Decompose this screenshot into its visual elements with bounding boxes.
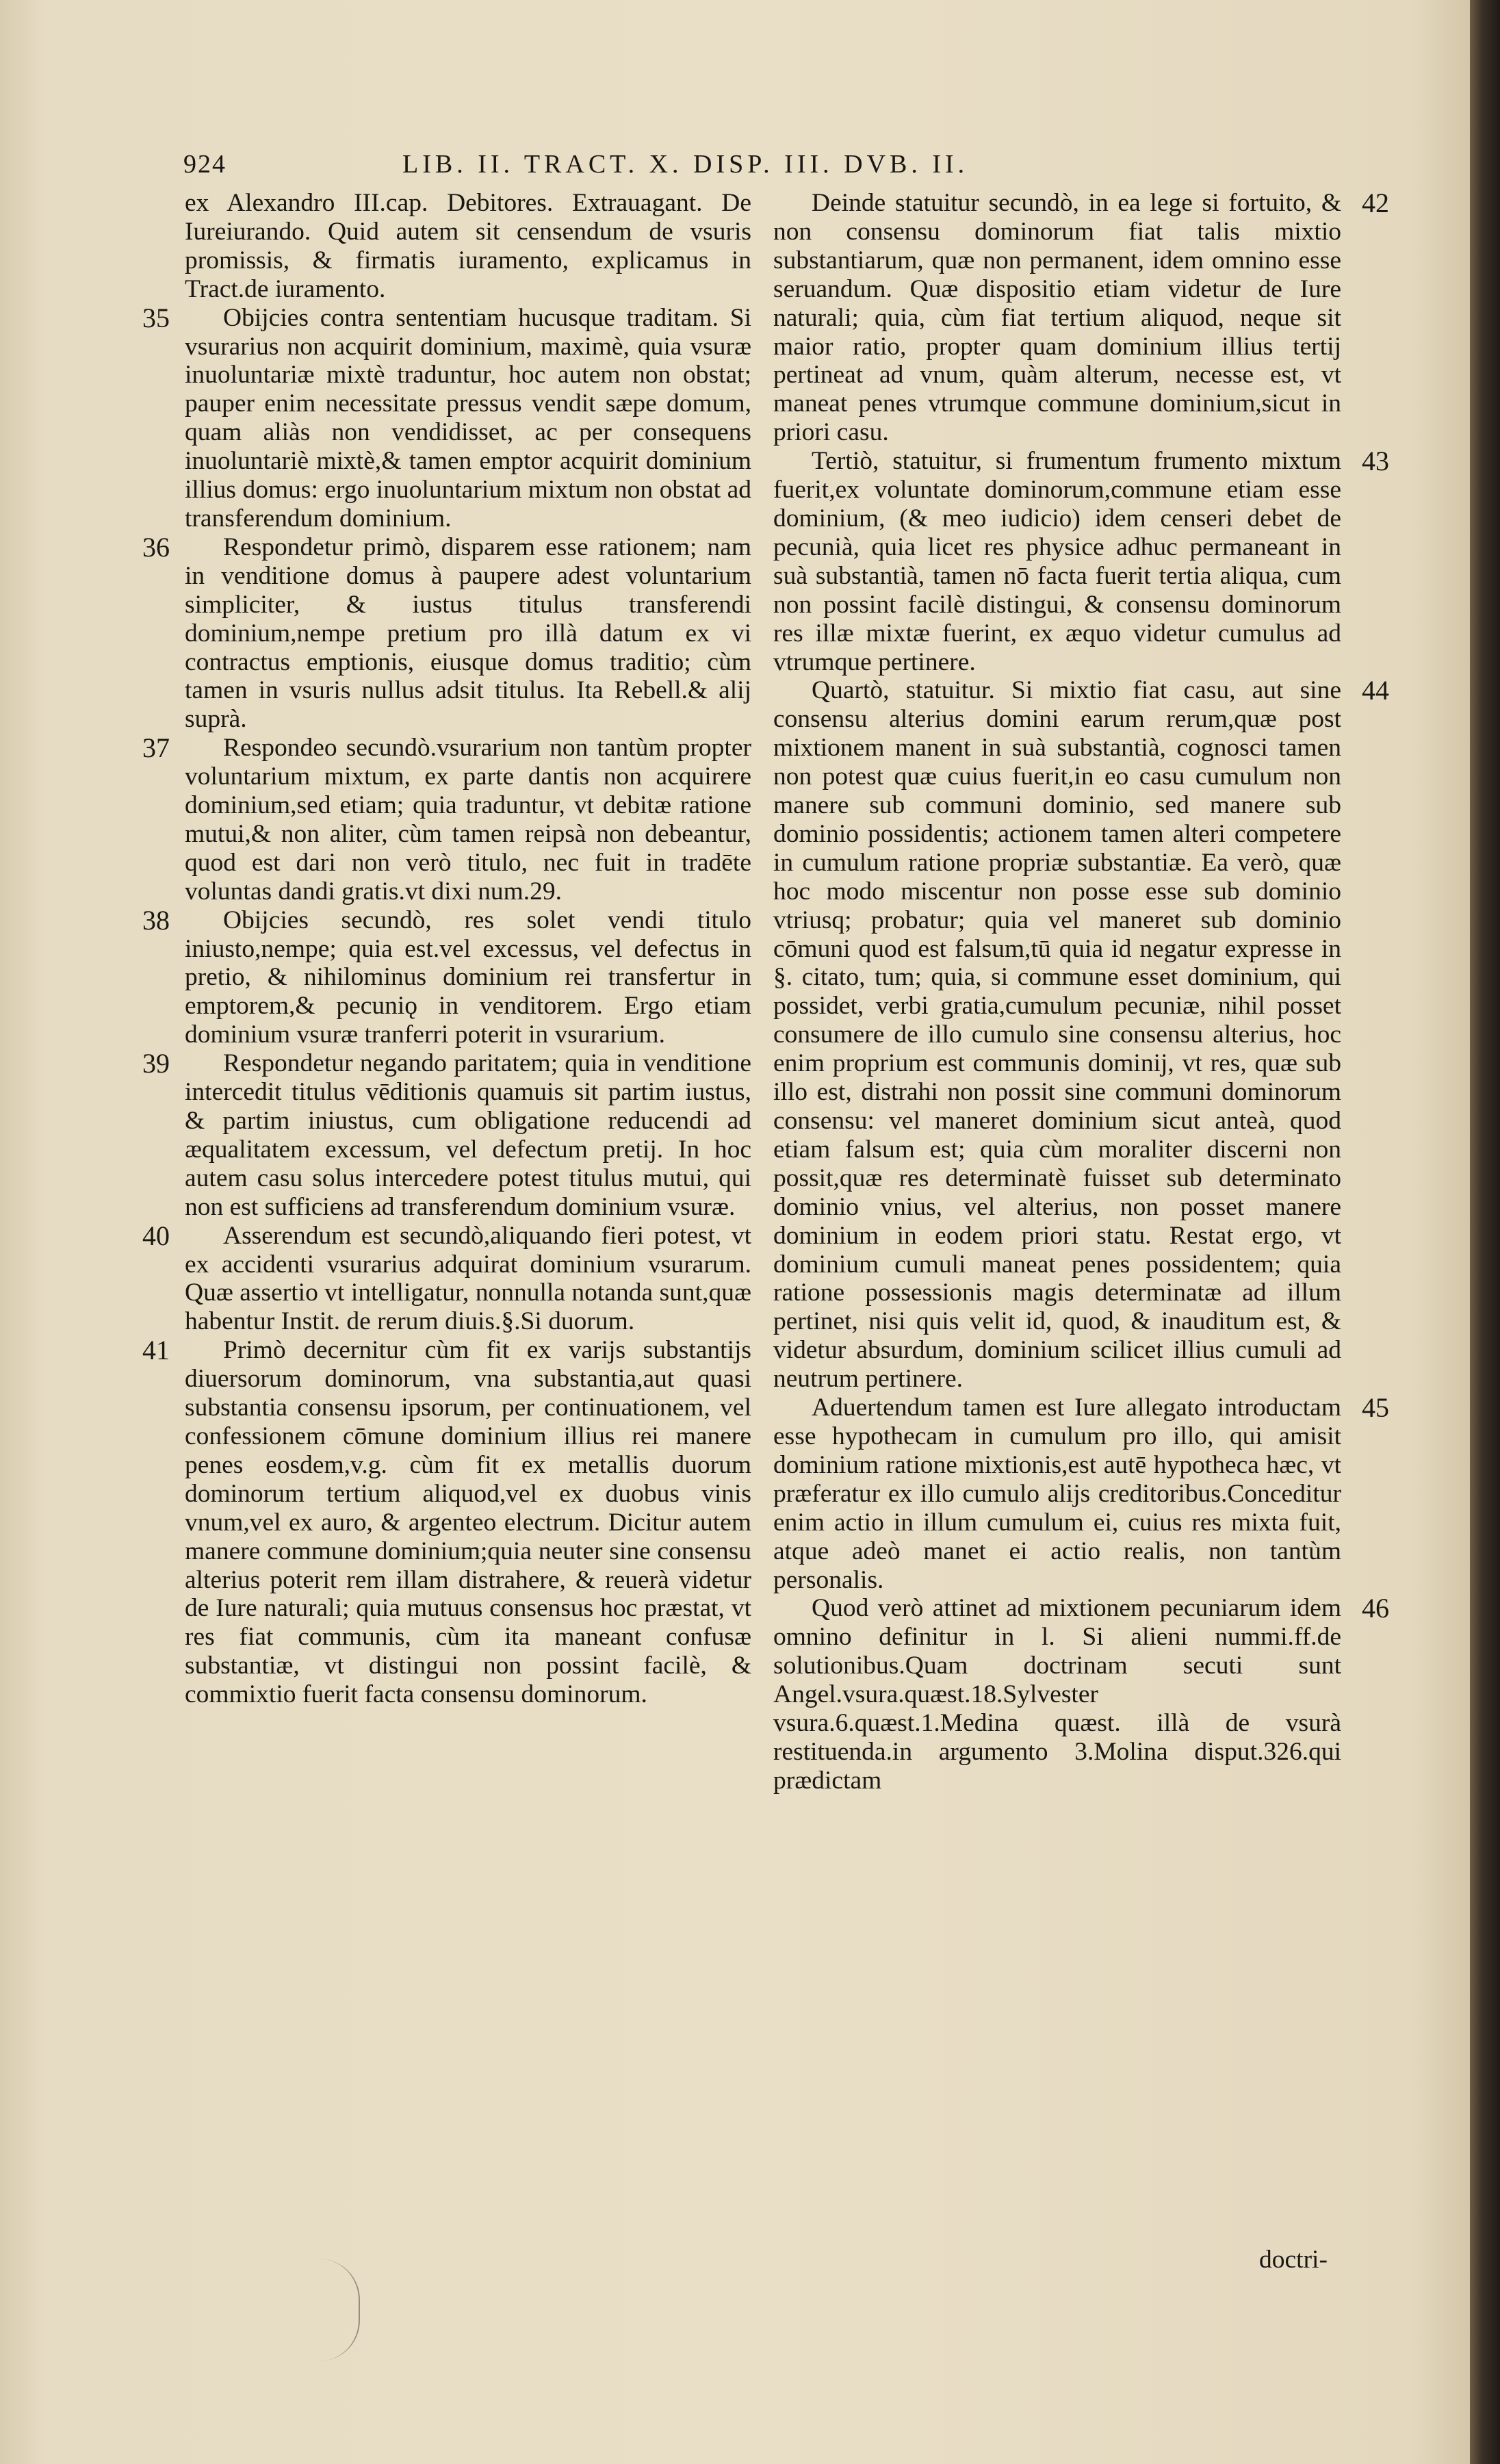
paragraph-text: Respondetur negando paritatem; quia in venditione intercedit titulus vēditionis quamuis sit partim iustus, & partim iniustus, cum obligatione reducendi ad æqualitatem excessum, vel defectum pretij. In hoc autem casu solus intercedere potest titulus mutui, qui non est sufficiens ad transferendum dominium vsuræ. [185,1049,751,1221]
paragraph [142,1220,751,1337]
paragraph-number: 46 [1362,1593,1389,1624]
page-edge [1470,0,1500,2464]
paragraph-number: 40 [142,1220,170,1251]
paragraph-number: 39 [142,1048,170,1079]
paragraph-number: 42 [1362,188,1389,218]
left-column [142,189,751,1709]
paragraph [773,446,1389,676]
paragraph [142,1335,751,1709]
paragraph [773,675,1389,1394]
paragraph-number: 38 [142,904,170,936]
catchword: doctri- [1259,2246,1328,2274]
paragraph-text: Deinde statuitur secundò, in ea lege si fortuito, & non consensu dominorum fiat talis mixtio substantiarum, quæ non permanent, idem omnino esse seruandum. Quæ dispositio etiam videtur de Iure naturali; quia, cùm fiat tertium aliquod, neque sit maior ratio, propter quam dominium illius tertij pertineat ad vnum, quàm alterum, necesse est, vt maneat penes vtrumque commune dominium,sicut in priori casu. [773,189,1341,447]
paragraph-text: Quartò, statuitur. Si mixtio fiat casu, aut sine consensu alterius domini earum rerum,quæ post mixtionem manent in suà substantià, cognosci tamen non potest quæ cuius fuerit,in eo casu cumulum non manere sub communi dominio, sed manere sub dominio possidentis; actionem tamen alteri competere in cumulum ratione propriæ substantiæ. Ea verò, quæ hoc modo miscentur non posse esse sub dominio vtriusq; probatur; quia vel maneret sub dominio cōmuni quod est falsum,tū quia id negatur expresse in §. citato, tum; quia, si commune esset dominium, qui possidet, verbi gratia,cumulum pecuniæ, nihil posset consumere de illo cumulo sine consensu alterius, hoc enim proprium est communis dominij, vt res, quæ sub illo est, distrahi non possit sine communi dominorum consensu: vel maneret dominium sicut anteà, quod etiam falsum est; quia cùm moraliter discerni non possit,quæ res determinatè fuisset sub determinato dominio vnius, vel alterius, non posset manere dominium in eodem priori statu. Restat ergo, vt dominium cumuli maneat penes possidentem; quia ratione possessionis magis determinatæ ad illum pertinet, nisi quis velit id, quod, & inauditum est, & videtur absurdum, dominium scilicet illius cumuli ad neutrum pertinere. [773,676,1341,1394]
paragraph-number: 43 [1362,446,1389,477]
paragraph [773,188,1389,447]
paragraph-text: Asserendum est secundò,aliquando fieri potest, vt ex accidenti vsurarius adquirat dominium vsurarum. Quæ assertio vt intelligatur, nonnulla notanda sunt,quæ habentur Instit. de rerum diuis.§.Si duorum. [185,1221,751,1336]
paragraph [185,189,751,304]
paragraph [142,1048,751,1221]
page-number: 924 [183,150,227,179]
paragraph [142,302,751,533]
paragraph-number: 37 [142,732,170,764]
paragraph-number: 45 [1362,1392,1389,1424]
paragraph-text: Aduertendum tamen est Iure allegato introductam esse hypothecam in cumulum pro illo, qui amisit dominium ratione mixtionis,est autē hypotheca hæc, vt præferatur ex illo cumulo alijs creditoribus.Conceditur enim actio in illum cumulum ei, cuius res mixta fuit, atque adeò manet ei actio realis, non tantùm personalis. [773,1394,1341,1594]
running-head: LIB. II. TRACT. X. DISP. III. DVB. II. [402,150,969,179]
paragraph-text: Obijcies secundò, res solet vendi titulo iniusto,nempe; quia est.vel excessus, vel defectus in pretio, & nihilominus dominium rei transfertur in emptorem,& pecuniǫ in venditorem. Ergo etiam dominium vsuræ tranferri poterit in vsurarium. [185,906,751,1049]
paragraph-text: Respondeo secundò.vsurarium non tantùm propter voluntarium mixtum, ex parte dantis non acquirere dominium,sed etiam; quia traduntur, vt debitæ ratione mutui,& non aliter, cùm tamen reipsà non debeantur, quod est dari non verò titulo, nec fuit in tradēte voluntas dandi gratis.vt dixi num.29. [185,734,751,906]
ink-mark [318,2259,360,2361]
paragraph-number: 44 [1362,675,1389,706]
paragraph-number: 41 [142,1335,170,1366]
paragraph [142,732,751,906]
paragraph [142,904,751,1050]
paragraph-text: Obijcies contra sententiam hucusque traditam. Si vsurarius non acquirit dominium, maximè, quia vsuræ inuoluntariæ mixtè traduntur, hoc autem non obstat; pauper enim necessitate pressus vendit sæpe domum, quam aliàs non vendidisset, ac per consequens inuoluntariè mixtè,& tamen emptor acquirit dominium illius domus: ergo inuoluntarium mixtum non obstat ad transferendum dominium. [185,303,751,532]
paragraph [142,531,751,734]
page-header [183,149,1360,190]
paragraph-text: Tertiò, statuitur, si frumentum frumento mixtum fuerit,ex voluntate dominorum,commune etiam esse dominium, (& meo iudicio) idem censeri debet de pecunià, quia licet res physice adhuc permaneant in suà substantià, tamen nō facta fuerit tertia aliqua, cum non possint facilè distingui, & consensu dominorum res illæ mixtæ fuerint, ex æquo videtur cumulus ad vtrumque pertinere. [773,447,1341,676]
right-column [773,188,1389,1795]
paragraph [773,1593,1389,1795]
paragraph-text: Quod verò attinet ad mixtionem pecuniarum idem omnino definitur in l. Si alieni nummi.ff.de solutionibus.Quam doctrinam secuti sunt Angel.vsura.quæst.18.Sylvester vsura.6.quæst.1.Medina quæst. illà de vsurà restituenda.in argumento 3.Molina disput.326.qui prædictam [773,1594,1341,1795]
paragraph [773,1392,1389,1594]
paragraph-text: ex Alexandro III.cap. Debitores. Extrauagant. De Iureiurando. Quid autem sit censendum de vsuris promissis, & firmatis iuramento, explicamus in Tract.de iuramento. [185,189,751,303]
paragraph-number: 36 [142,531,170,563]
paragraph-text: Respondetur primò, disparem esse rationem; nam in venditione domus à paupere adest voluntarium simpliciter, & iustus titulus transferendi dominium,nempe pretium pro illà datum ex vi contractus emptionis, eiusque domus traditio; cùm tamen in vsuris nullus adsit titulus. Ita Rebell.& alij suprà. [185,532,751,734]
paragraph-number: 35 [142,302,170,333]
paragraph-text: Primò decernitur cùm fit ex varijs substantijs diuersorum dominorum, vna substantia,aut quasi substantia consensu ipsorum, per continuationem, vel confessionem cōmune dominium illius rei manere penes eosdem,v.g. cùm fit ex metallis duorum dominorum tertium aliquod,vel ex duobus vinis vnum,vel ex auro, & argenteo electrum. Dicitur autem manere commune dominium;quia neuter sine consensu alterius poterit rem illam distrahere, & reuerà videtur de Iure naturali; quia mutuus consensus hoc præstat, vt res fiat communis, cùm ita maneant confusæ substantiæ, vt distingui non possint facilè, & commixtio fuerit facta consensu dominorum. [185,1336,751,1709]
